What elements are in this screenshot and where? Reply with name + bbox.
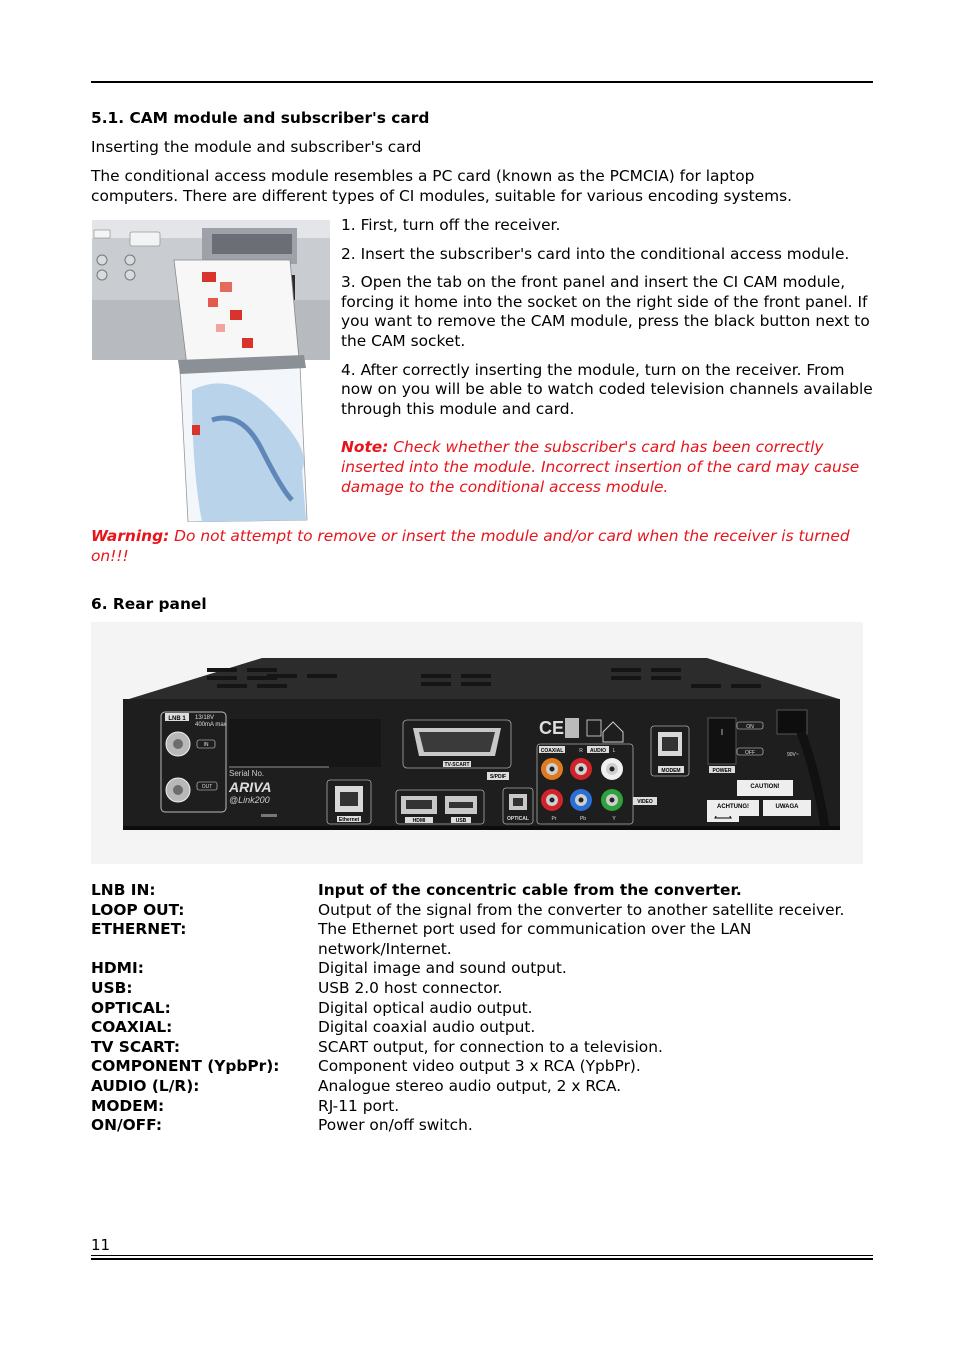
spec-row bbox=[91, 1097, 873, 1117]
lnb-in-label: IN bbox=[203, 742, 209, 748]
step-item: 1. First, turn off the receiver. bbox=[341, 216, 561, 234]
spec-row bbox=[91, 920, 873, 959]
lnb-out-label: OUT bbox=[201, 784, 213, 790]
pr-label: Pr bbox=[551, 816, 557, 822]
spec-label: COMPONENT (YpbPr): bbox=[91, 1057, 280, 1076]
warning-label: Warning: bbox=[91, 527, 170, 545]
spec-label: LNB IN: bbox=[91, 881, 156, 899]
audio-label: AUDIO bbox=[589, 748, 607, 754]
spec-row bbox=[91, 881, 873, 901]
spec-row bbox=[91, 979, 873, 999]
step-item: 3. Open the tab on the front panel and insert the CI CAM module, forcing it home into the socket on the right side of the front panel. If you want to remove the CAM module, press the black button next to the CAM socket. bbox=[341, 273, 870, 350]
spec-value: USB 2.0 host connector. bbox=[318, 978, 503, 997]
intro-line-2: computers. There are different types of CI modules, suitable for various encoding systems. bbox=[91, 187, 793, 205]
spec-label: HDMI: bbox=[91, 959, 144, 978]
spec-label: OPTICAL: bbox=[91, 998, 171, 1017]
usb-label: USB bbox=[455, 818, 467, 824]
spec-value: Input of the concentric cable from the converter. bbox=[318, 881, 742, 899]
spec-label: ON/OFF: bbox=[91, 1116, 163, 1135]
brand-logo: ARIVA bbox=[229, 779, 272, 795]
uwaga-label: UWAGA bbox=[775, 804, 799, 810]
spec-value: Digital coaxial audio output. bbox=[318, 1018, 536, 1037]
steps-list bbox=[341, 216, 876, 497]
spec-row bbox=[91, 901, 873, 921]
spec-label: MODEM: bbox=[91, 1096, 165, 1115]
spec-row bbox=[91, 999, 873, 1019]
spec-value: Analogue stereo audio output, 2 x RCA. bbox=[318, 1076, 622, 1095]
lnb-spec-2: 400mA max bbox=[195, 722, 227, 728]
coaxial-label: COAXIAL bbox=[540, 748, 564, 754]
spec-value: Component video output 3 x RCA (YpbPr). bbox=[318, 1057, 641, 1076]
power-label: POWER bbox=[712, 768, 732, 774]
spec-label: COAXIAL: bbox=[91, 1018, 173, 1037]
section-heading-rear-panel: 6. Rear panel bbox=[91, 595, 207, 613]
audio-l-label: L bbox=[612, 748, 616, 754]
note-paragraph bbox=[341, 438, 876, 497]
spec-label: LOOP OUT: bbox=[91, 900, 185, 919]
lnb-spec-1: 13/18V bbox=[195, 715, 215, 721]
modem-label: MODEM bbox=[661, 768, 681, 774]
serial-label: Serial No. bbox=[229, 769, 265, 778]
section-subtitle: Inserting the module and subscriber's card bbox=[91, 138, 422, 156]
hdmi-label: HDMI bbox=[412, 818, 426, 824]
ethernet-label: Ethernet bbox=[338, 817, 360, 823]
svg-text:I: I bbox=[720, 728, 724, 737]
spec-label: ETHERNET: bbox=[91, 920, 187, 939]
spec-value: The Ethernet port used for communication over the LAN network/Internet. bbox=[318, 920, 752, 958]
rear-panel-photo bbox=[91, 622, 863, 864]
header-rule bbox=[91, 81, 873, 83]
spec-label: AUDIO (L/R): bbox=[91, 1076, 200, 1095]
spec-row bbox=[91, 1077, 873, 1097]
intro-line-1: The conditional access module resembles a PC card (known as the PCMCIA) for laptop bbox=[91, 167, 755, 185]
on-label: ON bbox=[746, 724, 754, 730]
tvscart-label: TV-SCART bbox=[444, 762, 470, 768]
spec-value: Digital image and sound output. bbox=[318, 959, 567, 978]
spec-row bbox=[91, 1018, 873, 1038]
lnb-label: LNB 1 bbox=[168, 716, 186, 722]
cam-module-photo bbox=[92, 220, 330, 522]
page-number: 11 bbox=[91, 1236, 111, 1254]
step-item: 2. Insert the subscriber's card into the conditional access module. bbox=[341, 244, 850, 263]
note-label: Note: bbox=[341, 438, 389, 457]
spec-label: TV SCART: bbox=[91, 1037, 181, 1056]
svg-text:CE: CE bbox=[539, 718, 565, 738]
warning-paragraph bbox=[91, 527, 873, 566]
spec-value: RJ-11 port. bbox=[318, 1096, 400, 1115]
optical-label: OPTICAL bbox=[507, 816, 529, 822]
warning-text: Do not attempt to remove or insert the module and/or card when the receiver is turned on!!! bbox=[91, 527, 850, 565]
spec-value: Power on/off switch. bbox=[318, 1116, 473, 1135]
spec-value: SCART output, for connection to a television. bbox=[318, 1037, 663, 1056]
note-text: Check whether the subscriber's card has been correctly inserted into the module. Incorrect insertion of the card may cause damage to the conditional access module. bbox=[341, 438, 860, 496]
spec-label: USB: bbox=[91, 978, 133, 997]
caution-label: CAUTION! bbox=[750, 784, 780, 790]
spec-row bbox=[91, 1057, 873, 1077]
y-label: Y bbox=[612, 816, 616, 822]
svg-text:90V~: 90V~ bbox=[787, 752, 799, 758]
achtung-label: ACHTUNG! bbox=[717, 804, 749, 810]
spec-value: Output of the signal from the converter to another satellite receiver. bbox=[318, 900, 845, 919]
rear-panel-spec-list bbox=[91, 881, 873, 1136]
spdif-label: S/PDIF bbox=[489, 774, 507, 780]
video-label: VIDEO bbox=[637, 799, 653, 805]
pb-label: Pb bbox=[579, 816, 587, 822]
footer-rule-thin bbox=[91, 1255, 873, 1256]
audio-r-label: R bbox=[579, 748, 583, 754]
model-logo: @Link200 bbox=[229, 795, 270, 805]
footer-rule-thick bbox=[91, 1258, 873, 1260]
off-label: OFF bbox=[745, 750, 755, 756]
step-item: 4. After correctly inserting the module, turn on the receiver. From now on you will be able to watch coded television channels available through this module and card. bbox=[341, 360, 873, 418]
section-heading-cam: 5.1. CAM module and subscriber's card bbox=[91, 109, 430, 127]
spec-value: Digital optical audio output. bbox=[318, 998, 533, 1017]
spec-row bbox=[91, 1038, 873, 1058]
spec-row bbox=[91, 1116, 873, 1136]
spec-row bbox=[91, 959, 873, 979]
